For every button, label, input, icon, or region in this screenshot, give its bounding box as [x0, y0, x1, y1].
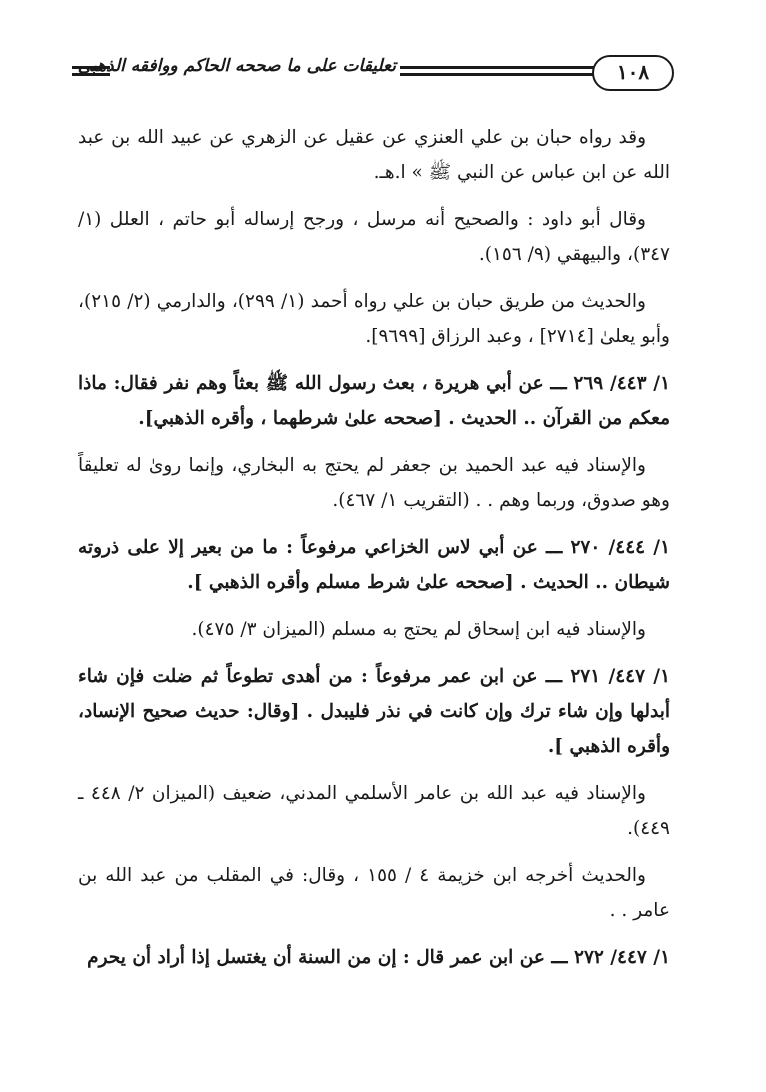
header-rule-mid-top	[400, 66, 600, 69]
paragraph-2: وقال أبو داود : والصحيح أنه مرسل ، ورجح إرساله أبو حاتم ، العلل (١/ ٣٤٧)، والبيهقي (٩/ ١٥٦).	[78, 209, 670, 265]
page-header	[70, 52, 682, 92]
header-rule-mid-bottom	[400, 73, 600, 76]
hadith-entry-272: ١/ ٤٤٧/ ٢٧٢ ـــ عن ابن عمر قال : إن من السنة أن يغتسل إذا أراد أن يحرم	[87, 947, 670, 968]
paragraph-10: والحديث أخرجه ابن خزيمة ٤ / ١٥٥ ، وقال: في المقلب من عبد الله بن عامر . .	[78, 865, 670, 921]
hadith-entry-269: ١/ ٤٤٣/ ٢٦٩ ـــ عن أبي هريرة ، بعث رسول الله ﷺ بعثاً وهم نفر فقال: ماذا معكم من القرآن .. الحديث . [صححه علىٰ شرطهما ، وأقره الذهبي].	[78, 373, 670, 429]
paragraph-7: والإسناد فيه ابن إسحاق لم يحتج به مسلم (الميزان ٣/ ٤٧٥).	[191, 619, 646, 640]
page-body	[78, 120, 670, 987]
hadith-entry-270: ١/ ٤٤٤/ ٢٧٠ ـــ عن أبي لاس الخزاعي مرفوعاً : ما من بعير إلا على ذروته شيطان .. الحديث . [صححه علىٰ شرط مسلم وأقره الذهبي ].	[78, 537, 670, 593]
paragraph-3: والحديث من طريق حبان بن علي رواه أحمد (١/ ٢٩٩)، والدارمي (٢/ ٢١٥)، وأبو يعلىٰ [٢٧١٤] ، وعبد الرزاق [٩٦٩٩].	[78, 291, 670, 347]
hadith-entry-271: ١/ ٤٤٧/ ٢٧١ ـــ عن ابن عمر مرفوعاً : من أهدى تطوعاً ثم ضلت فإن شاء أبدلها وإن شاء ترك وإن كانت في نذر فليبدل . [وقال: حديث صحيح الإنساد، وأقره الذهبي ].	[78, 666, 671, 757]
paragraph-1: وقد رواه حبان بن علي العنزي عن عقيل عن الزهري عن عبيد الله بن عبد الله عن ابن عباس عن النبي ﷺ » ا.هـ.	[78, 127, 670, 183]
page-number: ١٠٨	[592, 55, 674, 91]
paragraph-9: والإسناد فيه عبد الله بن عامر الأسلمي المدني، ضعيف (الميزان ٢/ ٤٤٨ ـ ٤٤٩).	[78, 783, 670, 839]
running-header-title: تعليقات على ما صححه الحاكم ووافقه الذهبي	[77, 56, 396, 76]
paragraph-5: والإسناد فيه عبد الحميد بن جعفر لم يحتج به البخاري، وإنما روىٰ له تعليقاً وهو صدوق، وربما وهم . . (التقريب ١/ ٤٦٧).	[78, 455, 670, 511]
